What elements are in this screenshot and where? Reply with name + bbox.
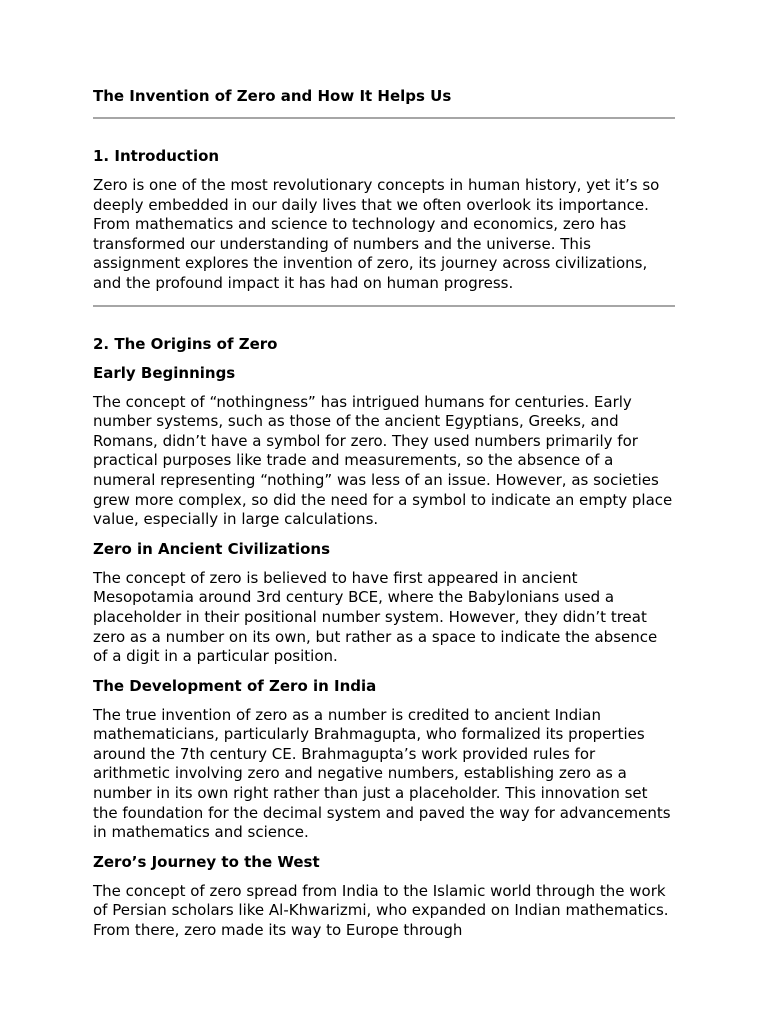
- introduction-paragraph: Zero is one of the most revolutionary concepts in human history, yet it’s so deeply embedded in our daily lives that we often overlook its importance. From mathematics and science to technology and economics, zero has transformed our understanding of numbers and the universe. This assignment explores the invention of zero, its journey across civilizations, and the profound impact it has had on human progress.: [93, 176, 660, 292]
- section-divider: [93, 305, 675, 307]
- ancient-civilizations-paragraph: The concept of zero is believed to have first appeared in ancient Mesopotamia around 3rd century BCE, where the Babylonians used a placeholder in their positional number system. However, they didn’t treat zero as a number on its own, but rather as a space to indicate the absence of a digit in a particular position.: [93, 568, 658, 666]
- journey-west-paragraph: The concept of zero spread from India to the Islamic world through the work of Persian scholars like Al-Khwarizmi, who expanded on Indian mathematics. From there, zero made its way to Europe through: [93, 881, 669, 940]
- document-title: The Invention of Zero and How It Helps Us: [93, 87, 452, 105]
- section-heading-origins: 2. The Origins of Zero: [93, 334, 278, 353]
- section-heading-introduction: 1. Introduction: [93, 147, 220, 165]
- early-beginnings-paragraph: The concept of “nothingness” has intrigued humans for centuries. Early number systems, such as those of the ancient Egyptians, Greeks, and Romans, didn’t have a symbol for zero. They used numbers primarily for practical purposes like trade and measurements, so the absence of a numeral representing “nothing” was less of an issue. However, as societies grew more complex, so did the need for a symbol to indicate an empty place value, especially in large calculations.: [93, 392, 673, 529]
- subheading-development-india: The Development of Zero in India: [93, 676, 377, 695]
- subheading-early-beginnings: Early Beginnings: [93, 363, 236, 382]
- subheading-journey-west: Zero’s Journey to the West: [93, 852, 320, 871]
- subheading-ancient-civilizations: Zero in Ancient Civilizations: [93, 539, 331, 558]
- development-india-paragraph: The true invention of zero as a number is credited to ancient Indian mathematicians, particularly Brahmagupta, who formalized its properties around the 7th century CE. Brahmagupta’s work provided rules for arithmetic involving zero and negative numbers, establishing zero as a number in its own right rather than just a placeholder. This innovation set the foundation for the decimal system and paved the way for advancements in mathematics and science.: [93, 705, 671, 842]
- title-divider: [93, 117, 675, 119]
- document-page: [93, 86, 675, 941]
